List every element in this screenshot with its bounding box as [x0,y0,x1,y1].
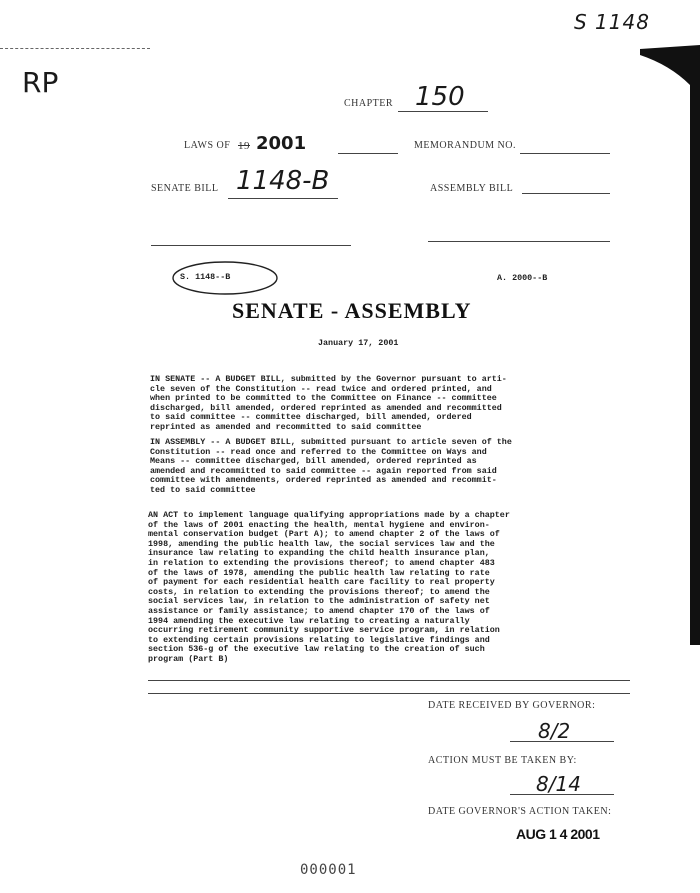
senate-history-line: IN SENATE -- A BUDGET BILL, submitted by the Governor pursuant to arti- [150,374,507,384]
act-text-line: to extending certain provisions relating to legislative findings and [148,634,490,645]
senate-bill-rule [228,198,338,199]
senate-bill-label: SENATE BILL [151,183,219,194]
act-text-line: 1998, amending the public health law, the social services law and the [148,538,495,549]
chapter-value: 150 [415,82,465,112]
assembly-history-line: IN ASSEMBLY -- A BUDGET BILL, submitted pursuant to article seven of the [150,437,512,447]
action-must-value: 8/14 [536,772,581,796]
laws-of-rule [338,153,398,154]
senate-history-line: discharged, bill amended, ordered reprinted as amended and recommitted [150,402,502,413]
act-text-line: costs, in relation to extending the provisions thereof; to amend the [148,586,490,597]
bill-title: SENATE - ASSEMBLY [232,298,472,323]
date-received-rule [510,741,614,742]
act-text-line: occurring retirement community supportive service program, in relation [148,625,500,636]
action-taken-stamp: AUG 1 4 2001 [516,826,600,842]
assembly-history-line: Means -- committee discharged, bill amended, ordered reprinted as [150,456,477,467]
act-text-line: program (Part B) [148,653,229,664]
act-text-line: social services law, in relation to the administration of safety net [148,596,490,607]
senate-history-line: reprinted as amended and recommitted to said committee [150,421,422,432]
act-text-line: insurance law relating to expanding the child health insurance plan, [148,548,490,559]
act-text-line: of payment for each residential health care facility to real property [148,577,495,588]
separator-rule [148,680,630,681]
act-text-line: mental conservation budget (Part A); to amend chapter 2 of the laws of [148,529,500,540]
action-must-label: ACTION MUST BE TAKEN BY: [428,755,577,766]
laws-of-struck: 19 [238,140,250,152]
action-must-rule [510,794,614,795]
assembly-history-line: Constitution -- read once and referred to the Committee on Ways and [150,446,487,457]
top-right-note: S 1148 [574,10,650,34]
senate-history [150,375,507,433]
chapter-rule [398,111,488,112]
act-text-line: section 536-g of the executive law relating to the creation of such [148,644,485,655]
senate-history-line: to said committee -- committee discharged, bill amended, ordered [150,412,472,423]
date-received-value: 8/2 [538,719,571,743]
assembly-bill-rule [522,193,610,194]
assembly-bill-label: ASSEMBLY BILL [430,183,514,194]
laws-of-value: 2001 [256,133,307,154]
senate-bill-value: 1148-B [236,166,330,196]
assembly-history [150,438,512,496]
act-text-line: AN ACT to implement language qualifying appropriations made by a chapter [148,510,510,520]
action-taken-label: DATE GOVERNOR'S ACTION TAKEN: [428,806,612,817]
senate-history-line: cle seven of the Constitution -- read twice and ordered printed, and [150,383,492,394]
senate-number: S. 1148--B [180,272,231,282]
act-text [148,511,510,665]
act-text-line: of the laws of 2001 enacting the health, mental hygiene and environ- [148,519,490,530]
handwritten-initials: RP [22,66,59,99]
page-edge-mark [640,45,700,645]
chapter-label: CHAPTER [344,98,394,109]
top-edge-line [0,48,150,49]
assembly-history-line: committee with amendments, ordered reprinted as amended and recommit- [150,475,497,486]
act-text-line: 1994 amending the executive law relating to creating a naturally [148,615,470,626]
memorandum-label: MEMORANDUM NO. [414,140,517,151]
assembly-history-line: amended and recommitted to said committee -- again reported from said [150,465,497,476]
act-text-line: of the laws of 1978, amending the public health law relating to rate [148,567,490,578]
senate-history-line: when printed to be committed to the Committee on Finance -- committee [150,393,497,404]
separator-rule-2 [148,693,630,694]
assembly-number: A. 2000--B [497,273,548,283]
blank-rule-left [151,245,351,246]
act-text-line: in relation to extending the provisions thereof; to amend chapter 483 [148,557,495,568]
memorandum-rule [520,153,610,154]
act-text-line: assistance or family assistance; to amend chapter 170 of the laws of [148,605,490,616]
blank-rule-right [428,241,610,242]
page-number: 000001 [300,862,357,878]
laws-of-label: LAWS OF [184,140,231,151]
date-received-label: DATE RECEIVED BY GOVERNOR: [428,700,596,711]
assembly-history-line: ted to said committee [150,484,256,495]
bill-date: January 17, 2001 [318,338,399,348]
